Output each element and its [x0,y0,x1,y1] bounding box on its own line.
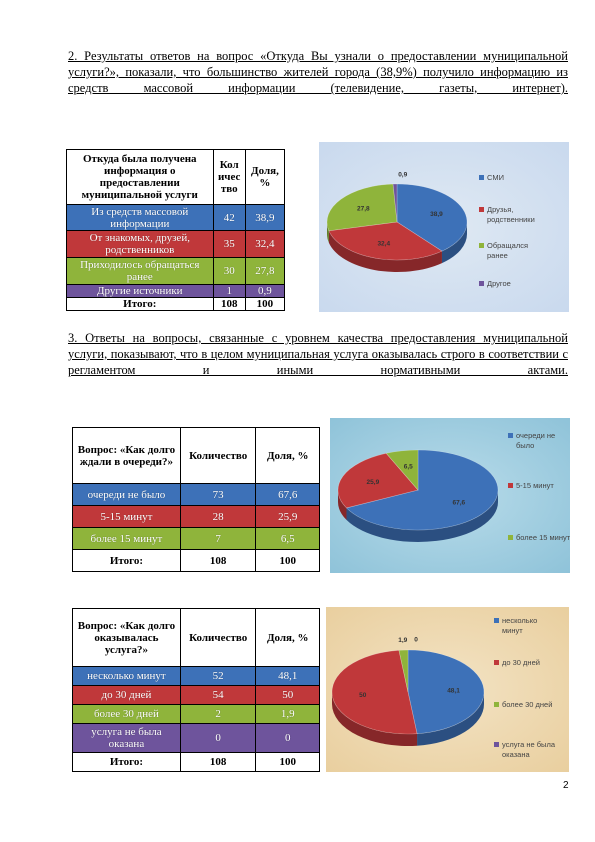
total-label: Итого: [73,753,181,772]
total-label: Итого: [67,298,214,311]
total-share: 100 [245,298,284,311]
row-count: 54 [180,686,256,705]
table-row [73,686,320,705]
pie-data-label-0: 48,1 [447,687,460,695]
row-count: 73 [180,484,256,506]
row-count: 1 [213,285,245,298]
row-share: 32,4 [245,231,284,258]
table3-header-share: Доля, % [256,609,320,667]
total-count: 108 [213,298,245,311]
pie-data-label-1: 25,9 [366,478,380,486]
legend-swatch-1 [494,660,499,665]
legend-label-1: родственники [487,215,535,224]
row-label: очереди не было [73,484,181,506]
pie-data-label-1: 32,4 [377,240,391,248]
table-row [73,484,320,506]
pie-data-label-1: 50 [359,692,367,700]
pie-data-label-3: 0,9 [398,171,408,179]
legend-swatch-2 [494,702,499,707]
table-row [73,506,320,528]
row-share: 25,9 [256,506,320,528]
legend-label-1: Друзья, [487,205,514,214]
legend-label-3: оказана [502,750,530,759]
paragraph-quality: 3. Ответы на вопросы, связанные с уровнем качества предоставления муниципальной услуги, показывают, что в целом муниципальная услуга оказывалась строго в соответствии с регламентом и иными нормативными актами. [68,331,568,377]
legend-label-3: Другое [487,279,511,288]
legend-label-2: более 30 дней [502,700,553,709]
legend-label-0: было [516,441,535,450]
table1-header-share: Доля, % [245,150,284,205]
table-row [67,285,285,298]
table-row [73,528,320,550]
table-row [67,231,285,258]
pie-data-label-0: 67,6 [452,499,466,507]
row-label: более 15 минут [73,528,181,550]
row-count: 7 [180,528,256,550]
total-count: 108 [180,550,256,572]
row-label: Из средств массовой информации [67,205,214,231]
row-label: От знакомых, друзей, родственников [67,231,214,258]
legend-label-2: Обращался [487,241,529,250]
row-share: 6,5 [256,528,320,550]
legend-label-0: минут [502,626,523,635]
table2-header-question: Вопрос: «Как долго ждали в очереди?» [73,428,181,484]
row-label: услуга не была оказана [73,724,181,753]
table-total-row [73,550,320,572]
row-share: 27,8 [245,258,284,285]
legend-swatch-1 [479,207,484,212]
legend-label-0: очереди не [516,431,556,440]
pie-data-label-2: 6,5 [403,463,413,471]
row-label: более 30 дней [73,705,181,724]
legend-label-3: услуга не была [502,740,555,749]
row-share: 38,9 [245,205,284,231]
table-row [73,724,320,753]
row-share: 0 [256,724,320,753]
page-number: 2 [563,780,569,791]
pie-data-label-0: 38,9 [430,211,443,219]
table-row [73,667,320,686]
legend-swatch-3 [479,281,484,286]
table-row [67,205,285,231]
row-label: Приходилось обращаться ранее [67,258,214,285]
table-total-row [67,298,285,311]
table-row [67,258,285,285]
row-count: 2 [180,705,256,724]
row-label: 5-15 минут [73,506,181,528]
table-information-source [66,149,285,311]
legend-swatch-2 [508,535,513,540]
total-share: 100 [256,753,320,772]
row-label: Другие источники [67,285,214,298]
table3-header-count: Количество [180,609,256,667]
row-count: 42 [213,205,245,231]
pie-data-label-2: 1,9 [398,636,408,644]
row-count: 52 [180,667,256,686]
table2-header-share: Доля, % [256,428,320,484]
chart-information-source [319,142,569,312]
row-share: 0,9 [245,285,284,298]
pie-data-label-3: 0 [414,636,418,644]
table2-header-count: Количество [180,428,256,484]
legend-swatch-0 [494,618,499,623]
legend-label-0: несколько [502,616,538,625]
legend-label-0: СМИ [487,173,504,182]
legend-swatch-1 [508,483,513,488]
table-row [73,705,320,724]
legend-swatch-0 [508,433,513,438]
row-share: 48,1 [256,667,320,686]
legend-label-2: более 15 минут [516,533,570,542]
row-count: 28 [180,506,256,528]
row-share: 1,9 [256,705,320,724]
legend-label-1: 5-15 минут [516,481,554,490]
total-label: Итого: [73,550,181,572]
paragraph-source-info: 2. Результаты ответов на вопрос «Откуда Вы узнали о предоставлении муниципальной услуги?», показали, что большинство жителей города (38,9%) получило информацию из средств массовой информации (телевидение, газеты, интернет). [68,49,568,95]
chart-queue-wait [330,418,570,573]
total-share: 100 [256,550,320,572]
pie-data-label-2: 27,8 [357,205,370,213]
row-label: несколько минут [73,667,181,686]
table1-header-source: Откуда была получена информация о предоставлении муниципальной услуги [67,150,214,205]
table1-header-count: Кол ичес тво [213,150,245,205]
row-count: 0 [180,724,256,753]
row-share: 67,6 [256,484,320,506]
row-share: 50 [256,686,320,705]
table-service-duration [72,608,320,772]
row-count: 35 [213,231,245,258]
table-queue-wait [72,427,320,572]
row-label: до 30 дней [73,686,181,705]
table-total-row [73,753,320,772]
legend-swatch-2 [479,243,484,248]
legend-label-2: ранее [487,251,508,260]
table3-header-question: Вопрос: «Как долго оказывалась услуга?» [73,609,181,667]
legend-label-1: до 30 дней [502,658,540,667]
legend-swatch-3 [494,742,499,747]
row-count: 30 [213,258,245,285]
chart-service-duration [326,607,569,772]
total-count: 108 [180,753,256,772]
legend-swatch-0 [479,175,484,180]
